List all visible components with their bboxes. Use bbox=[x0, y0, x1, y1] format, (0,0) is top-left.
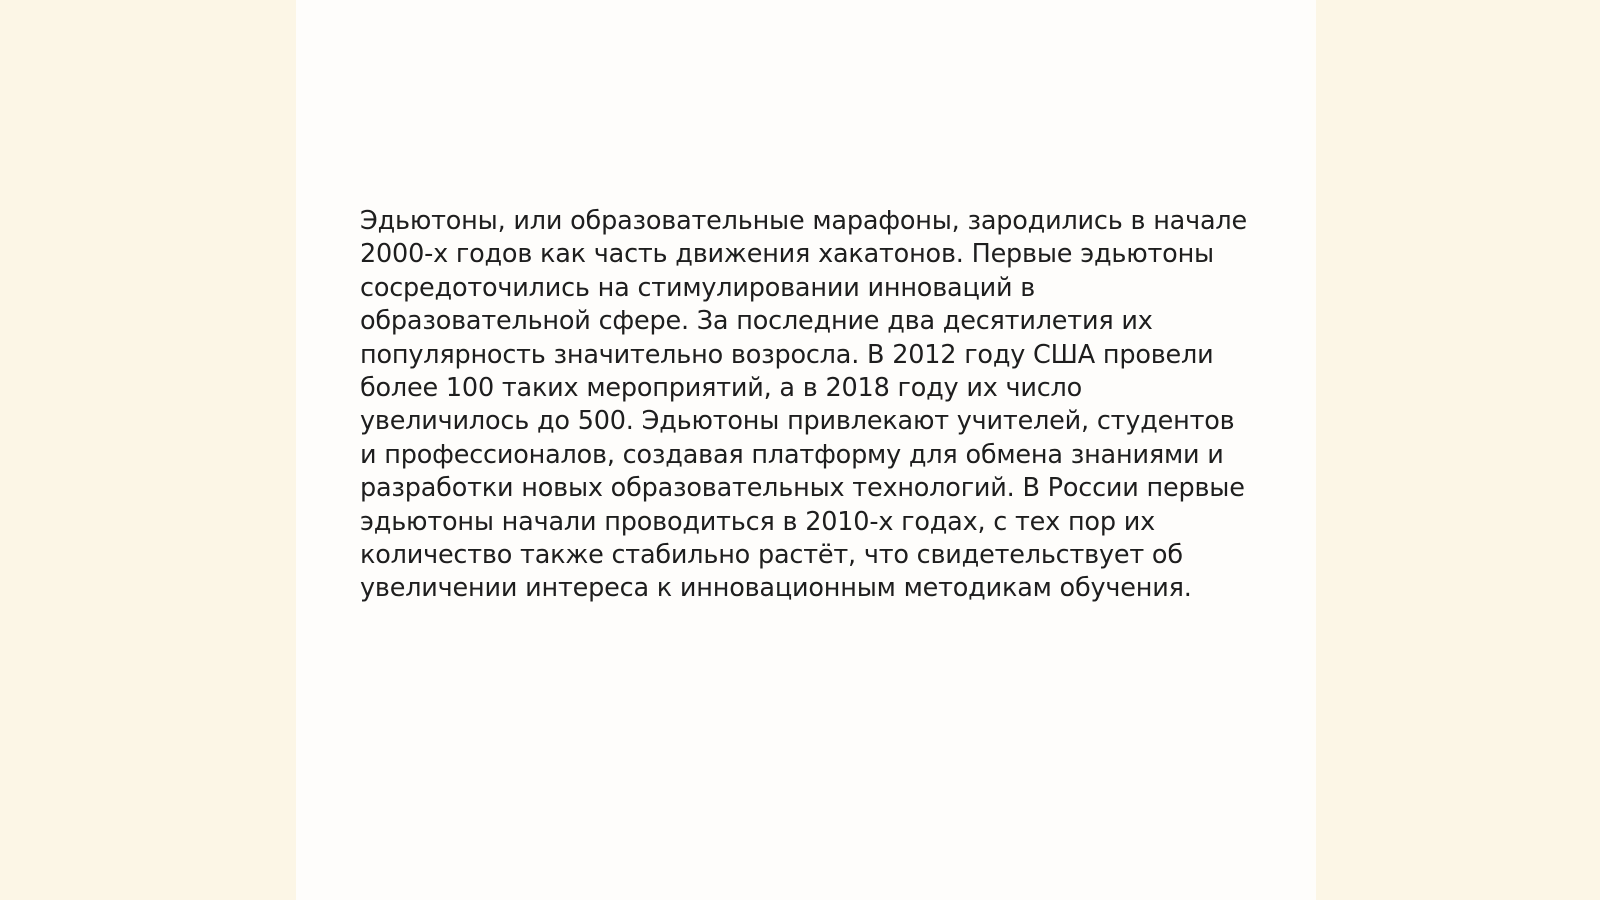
slide-body-text: Эдьютоны, или образовательные марафоны, зародились в начале 2000-х годов как часть движения хакатонов. Первые эдьютоны сосредоточились на стимулировании инноваций в образовательной сфере. За последние два десятилетия их популярность значительно возросла. В 2012 году США провели более 100 таких мероприятий, а в 2018 году их число увеличилось до 500. Эдьютоны привлекают учителей, студентов и профессионалов, создавая платформу для обмена знаниями и разработки новых образовательных технологий. В России первые эдьютоны начали проводиться в 2010-х годах, с тех пор их количество также стабильно растёт, что свидетельствует об увеличении интереса к инновационным методикам обучения. bbox=[360, 206, 1247, 604]
slide-canvas bbox=[296, 0, 1316, 900]
